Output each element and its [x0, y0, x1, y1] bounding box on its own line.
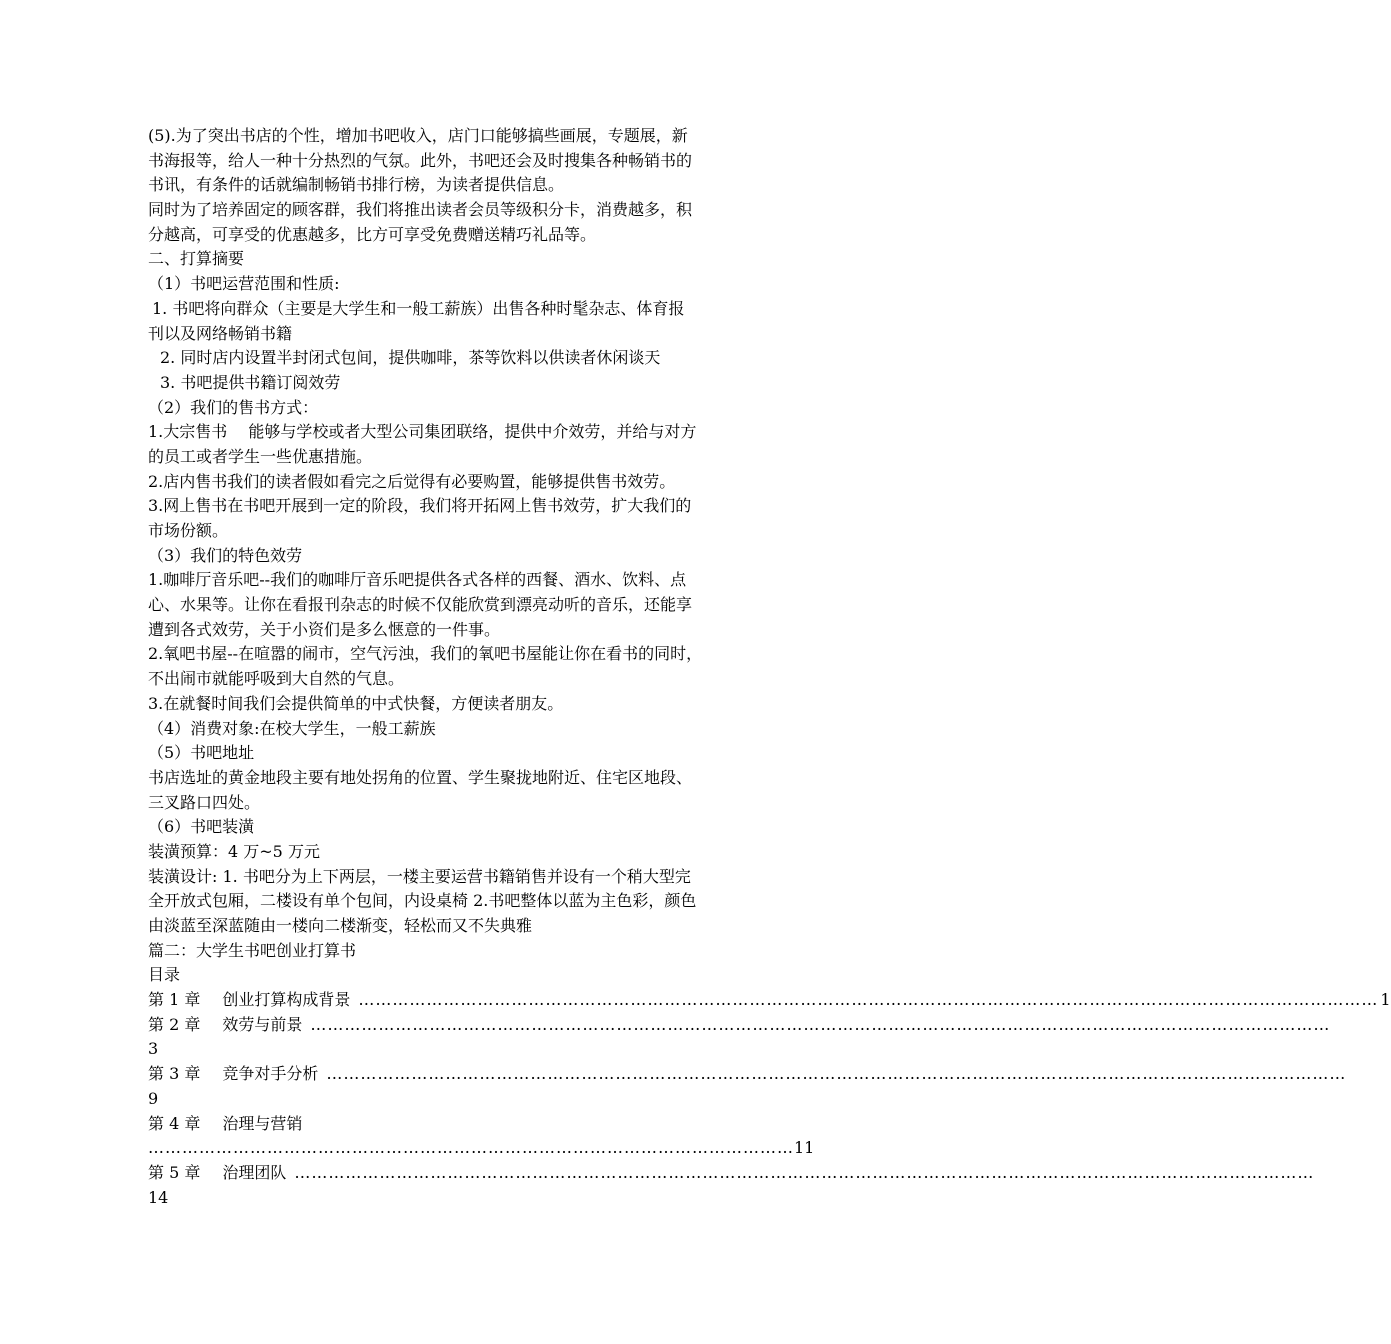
toc-chapter: 第 3 章 [148, 1064, 201, 1084]
text-line: 1. 书吧将向群众（主要是大学生和一般工薪族）出售各种时髦杂志、体育报 [152, 298, 685, 318]
text-line: 3.在就餐时间我们会提供简单的中式快餐，方便读者朋友。 [148, 693, 564, 713]
toc-leader: ……………………………………………………………………………………………………………………………………………………………… [294, 1162, 1315, 1182]
text-line: 分越高，可享受的优惠越多，比方可享受免费赠送精巧礼品等。 [148, 224, 597, 244]
text-line: （3）我们的特色效劳 [148, 545, 303, 565]
text-line: 2. 同时店内设置半封闭式包间，提供咖啡，茶等饮料以供读者休闲谈天 [160, 348, 661, 368]
text-line: 书讯，有条件的话就编制畅销书排行榜，为读者提供信息。 [148, 175, 565, 195]
text-line: 书海报等，给人一种十分热烈的气氛。此外，书吧还会及时搜集各种畅销书的 [148, 150, 693, 170]
toc-page-number: 14 [148, 1187, 169, 1207]
toc-title: 治理与营销 [222, 1113, 303, 1133]
toc-leader-line [148, 1136, 815, 1161]
text-line: 篇二：大学生书吧创业打算书 [148, 940, 357, 960]
text-line: （6）书吧装潢 [148, 817, 255, 837]
toc-entry [148, 988, 1391, 1013]
text-line: 1.咖啡厅音乐吧--我们的咖啡厅音乐吧提供各式各样的西餐、酒水、饮料、点 [148, 570, 687, 590]
text-line: 由淡蓝至深蓝随由一楼向二楼渐变，轻松而又不失典雅 [148, 916, 533, 935]
text-line: 遭到各式效劳，关于小资们是多么惬意的一件事。 [148, 619, 501, 639]
text-line: 心、水果等。让你在看报刊杂志的时候不仅能欣赏到漂亮动听的音乐，还能享 [148, 595, 693, 615]
text-line: 同时为了培养固定的顾客群，我们将推出读者会员等级积分卡，消费越多，积 [148, 200, 693, 220]
toc-entry [148, 1161, 1315, 1186]
text-line: （1）书吧运营范围和性质: [148, 274, 340, 294]
text-line: （5）书吧地址 [148, 743, 255, 763]
toc-leader: …………………………………………………………………………………………………… [148, 1138, 794, 1158]
text-line: 二、打算摘要 [148, 249, 245, 269]
toc-title: 效劳与前景 [222, 1014, 303, 1034]
text-line: （4）消费对象:在校大学生，一般工薪族 [148, 718, 436, 738]
text-line: 3.网上售书在书吧开展到一定的阶段，我们将开拓网上售书效劳，扩大我们的 [148, 496, 692, 516]
text-line: 1.大宗售书 能够与学校或者大型公司集团联络，提供中介效劳，并给与对方 [148, 422, 697, 442]
text-line: 目录 [148, 965, 181, 985]
toc-leader: ……………………………………………………………………………………………………………………………………………………………… [358, 990, 1379, 1010]
document-page [148, 124, 1391, 1210]
toc-page-line [148, 1037, 800, 1062]
text-line: 刊以及网络畅销书籍 [148, 323, 293, 343]
toc-leader: ……………………………………………………………………………………………………………………………………………………………… [326, 1064, 1347, 1084]
toc-page-number: 1 [1380, 990, 1391, 1010]
toc-entry [148, 1013, 1331, 1038]
toc-chapter: 第 4 章 [148, 1113, 201, 1133]
text-line: 的员工或者学生一些优惠措施。 [148, 446, 373, 466]
toc-page-line [148, 1186, 800, 1211]
toc-page-number: 3 [148, 1039, 159, 1059]
toc-entry [148, 1062, 1347, 1087]
text-line: 2.店内售书我们的读者假如看完之后觉得有必要购置，能够提供售书效劳。 [148, 471, 676, 491]
text-line: 2.氧吧书屋--在喧嚣的闹市，空气污浊，我们的氧吧书屋能让你在看书的同时， [148, 644, 703, 664]
text-line: 三叉路口四处。 [148, 792, 261, 812]
toc-leader: ……………………………………………………………………………………………………………………………………………………………… [310, 1014, 1331, 1034]
toc-page-number: 9 [148, 1088, 159, 1108]
toc-entry [148, 1112, 800, 1137]
toc-chapter: 第 2 章 [148, 1014, 201, 1034]
toc-title: 创业打算构成背景 [222, 990, 351, 1010]
toc-title: 竞争对手分析 [222, 1064, 319, 1084]
toc-chapter: 第 5 章 [148, 1162, 201, 1182]
table-of-contents [148, 988, 1391, 1210]
text-line: 3. 书吧提供书籍订阅效劳 [160, 372, 341, 392]
toc-page-line [148, 1087, 800, 1112]
toc-page-number: 11 [794, 1138, 815, 1158]
document-body [148, 124, 800, 988]
text-line: （2）我们的售书方式： [148, 397, 319, 417]
text-line: 全开放式包厢，二楼设有单个包间，内设桌椅 2.书吧整体以蓝为主色彩，颜色 [148, 891, 697, 911]
text-line: (5).为了突出书店的个性，增加书吧收入，店门口能够搞些画展，专题展，新 [148, 126, 688, 145]
text-line: 书店选址的黄金地段主要有地处拐角的位置、学生聚拢地附近、住宅区地段、 [148, 767, 693, 787]
text-line: 不出闹市就能呼吸到大自然的气息。 [148, 669, 405, 689]
text-line: 装潢预算：4 万~5 万元 [148, 841, 320, 861]
toc-chapter: 第 1 章 [148, 990, 201, 1010]
toc-title: 治理团队 [222, 1162, 287, 1182]
text-line: 装潢设计: 1. 书吧分为上下两层，一楼主要运营书籍销售并设有一个稍大型完 [148, 866, 691, 886]
text-line: 市场份额。 [148, 521, 229, 540]
